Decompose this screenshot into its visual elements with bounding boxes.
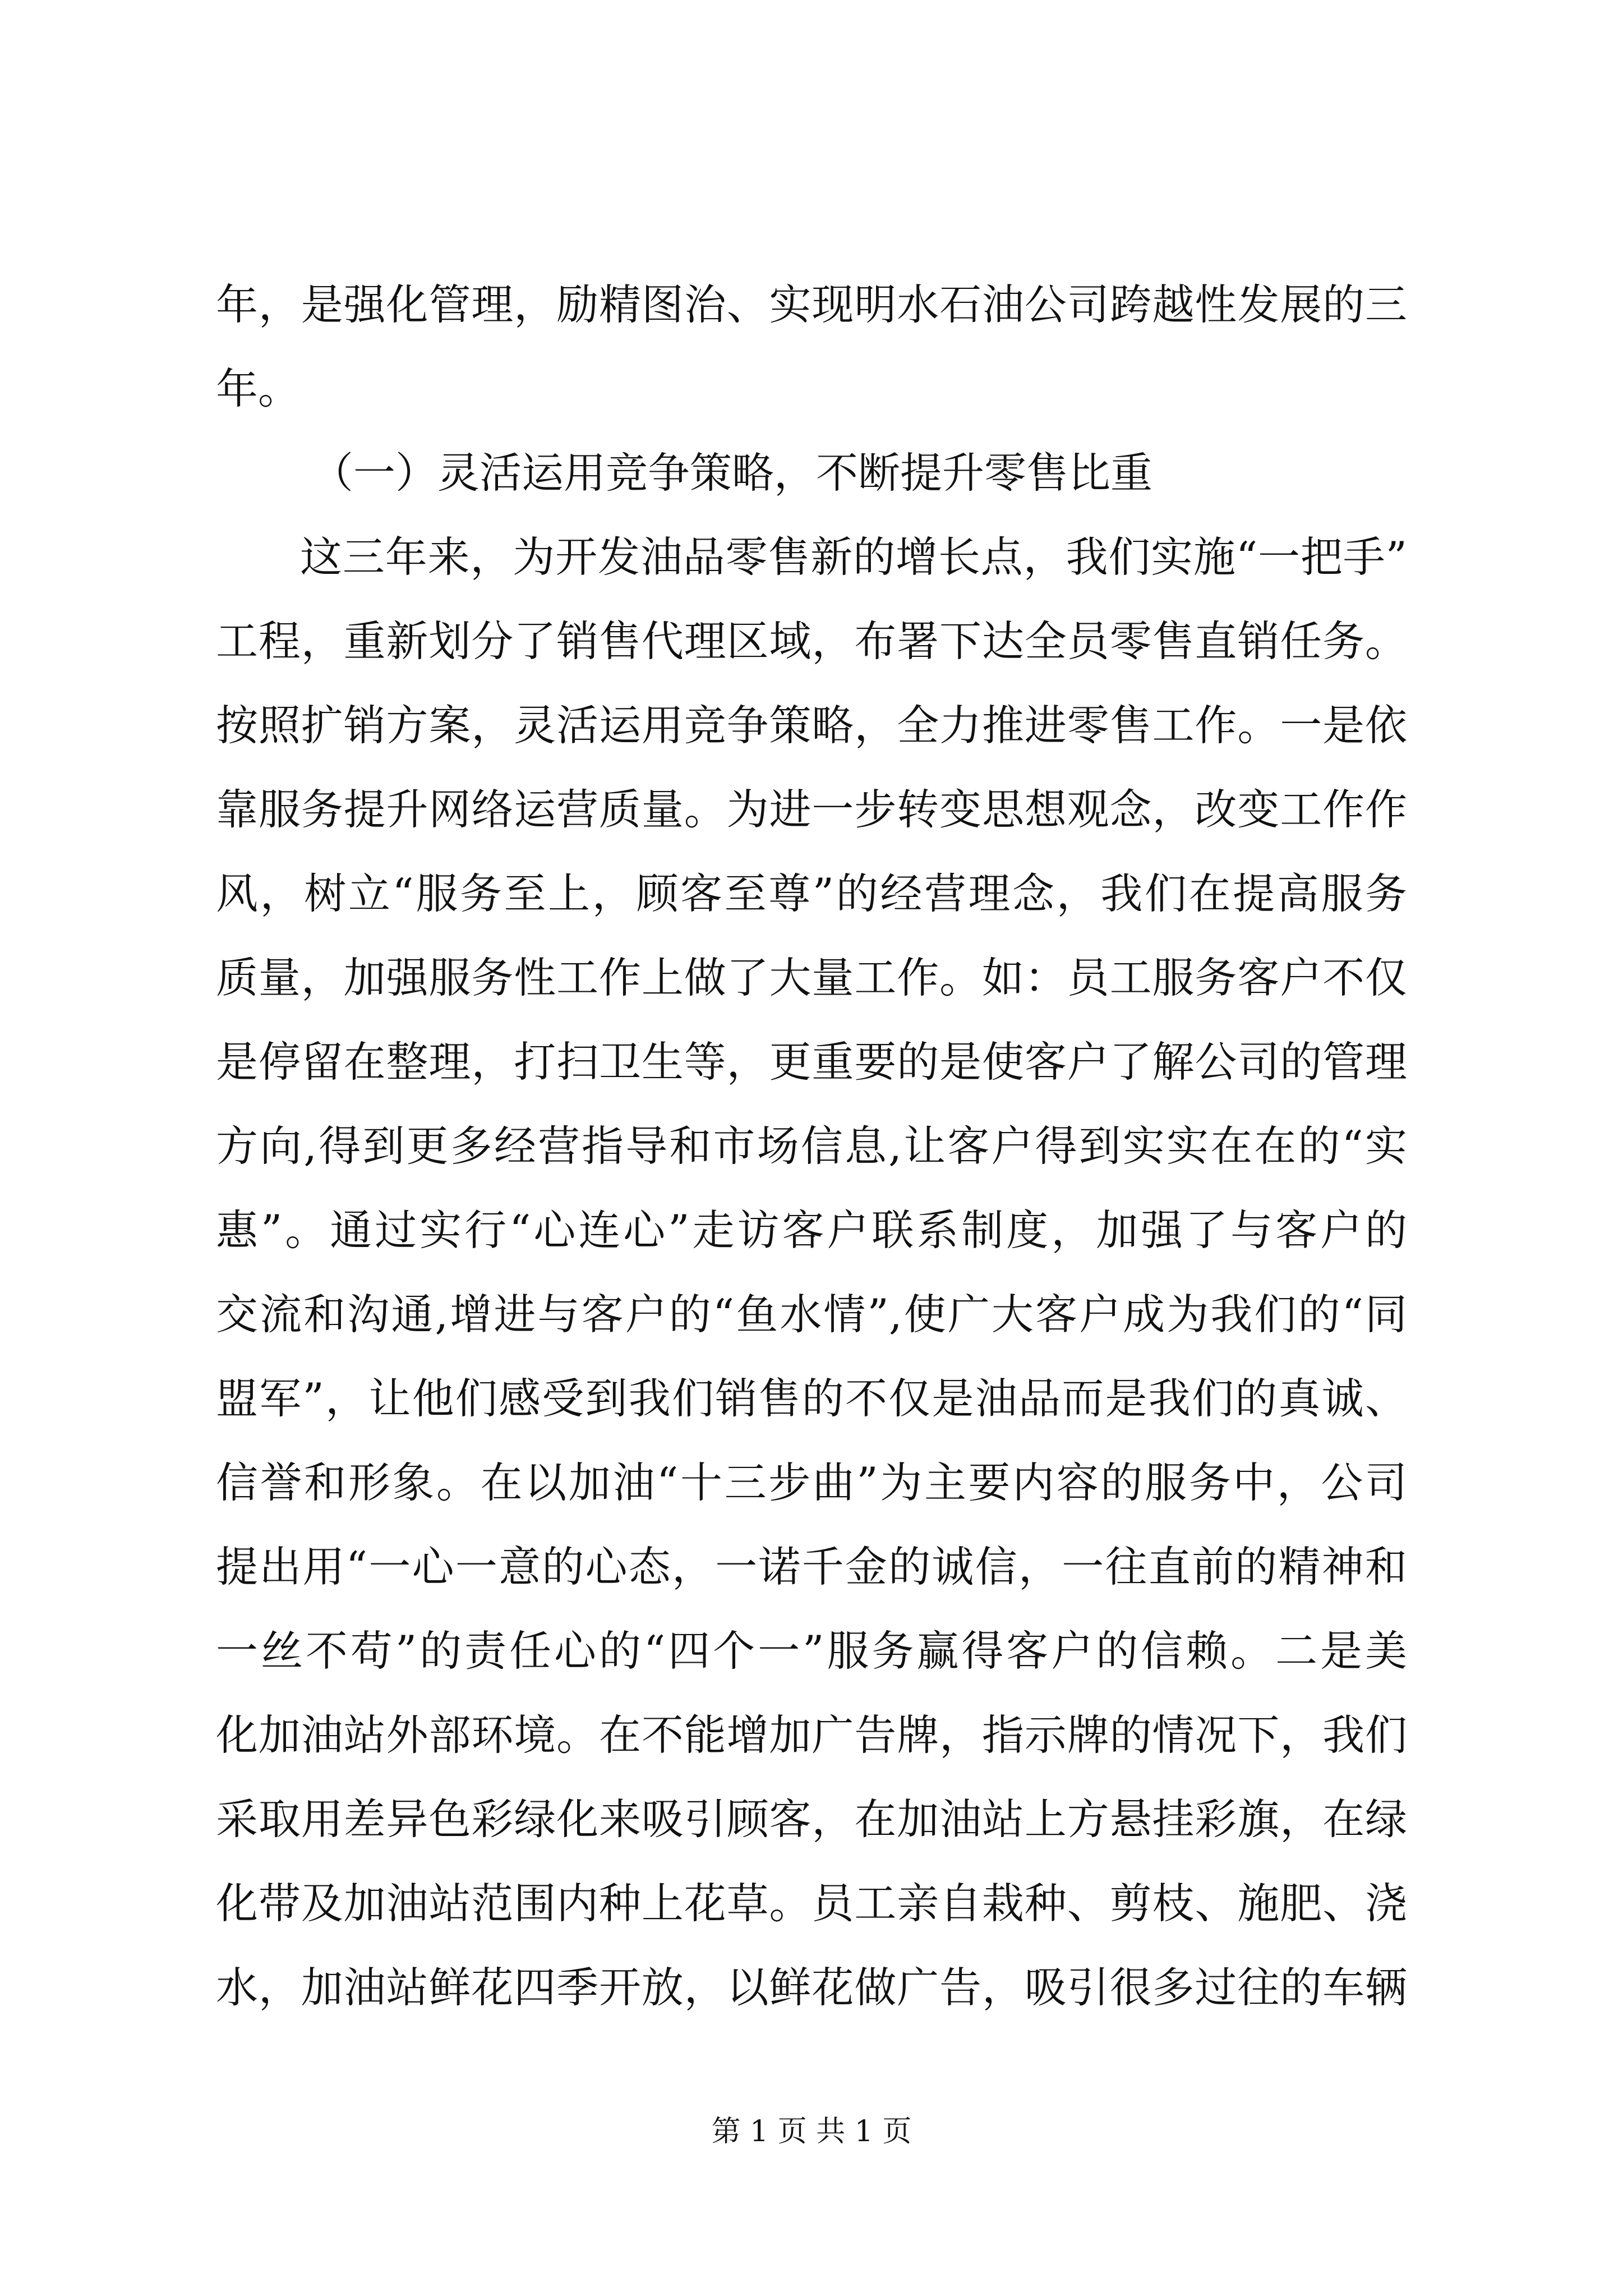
text-line: 年。 [216, 364, 301, 413]
text-line: 方向,得到更多经营指导和市场信息,让客户得到实实在在的“实 [216, 1121, 1407, 1171]
text-line: 化带及加油站范围内种上花草。员工亲自栽种、剪枝、施肥、浇 [216, 1879, 1407, 1928]
text-line: 工程，重新划分了销售代理区域，布署下达全员零售直销任务。 [216, 616, 1407, 666]
text-line: 信誉和形象。在以加油“十三步曲”为主要内容的服务中，公司 [216, 1458, 1407, 1507]
text-line: 是停留在整理，打扫卫生等，更重要的是使客户了解公司的管理 [216, 1037, 1407, 1087]
page-number-footer: 第 1 页 共 1 页 [711, 2115, 912, 2148]
section-heading: （一）灵活运用竞争策略，不断提升零售比重 [311, 448, 1153, 498]
text-line: 风，树立“服务至上，顾客至尊”的经营理念，我们在提高服务 [216, 869, 1407, 918]
text-line: 采取用差异色彩绿化来吸引顾客，在加油站上方悬挂彩旗，在绿 [216, 1795, 1407, 1844]
text-line: 惠”。通过实行“心连心”走访客户联系制度，加强了与客户的 [216, 1205, 1407, 1255]
text-line: 按照扩销方案，灵活运用竞争策略，全力推进零售工作。一是依 [216, 701, 1407, 750]
text-line: 一丝不苟”的责任心的“四个一”服务赢得客户的信赖。二是美 [216, 1626, 1407, 1676]
text-line: 质量，加强服务性工作上做了大量工作。如：员工服务客户不仅 [216, 953, 1407, 1002]
text-line: 提出用“一心一意的心态，一诺千金的诚信，一往直前的精神和 [216, 1542, 1407, 1591]
text-line: 水，加油站鲜花四季开放，以鲜花做广告，吸引很多过往的车辆 [216, 1963, 1407, 2012]
text-line: 化加油站外部环境。在不能增加广告牌，指示牌的情况下，我们 [216, 1710, 1407, 1760]
text-line: 盟军”，让他们感受到我们销售的不仅是油品而是我们的真诚、 [216, 1374, 1407, 1423]
text-line: 靠服务提升网络运营质量。为进一步转变思想观念，改变工作作 [216, 785, 1407, 834]
text-line: 交流和沟通,增进与客户的“鱼水情”,使广大客户成为我们的“同 [216, 1290, 1407, 1339]
body-text [216, 263, 1407, 2030]
paragraph-first-line: 这三年来，为开发油品零售新的增长点，我们实施“一把手” [300, 532, 1407, 582]
text-line: 年，是强化管理，励精图治、实现明水石油公司跨越性发展的三 [216, 280, 1407, 329]
